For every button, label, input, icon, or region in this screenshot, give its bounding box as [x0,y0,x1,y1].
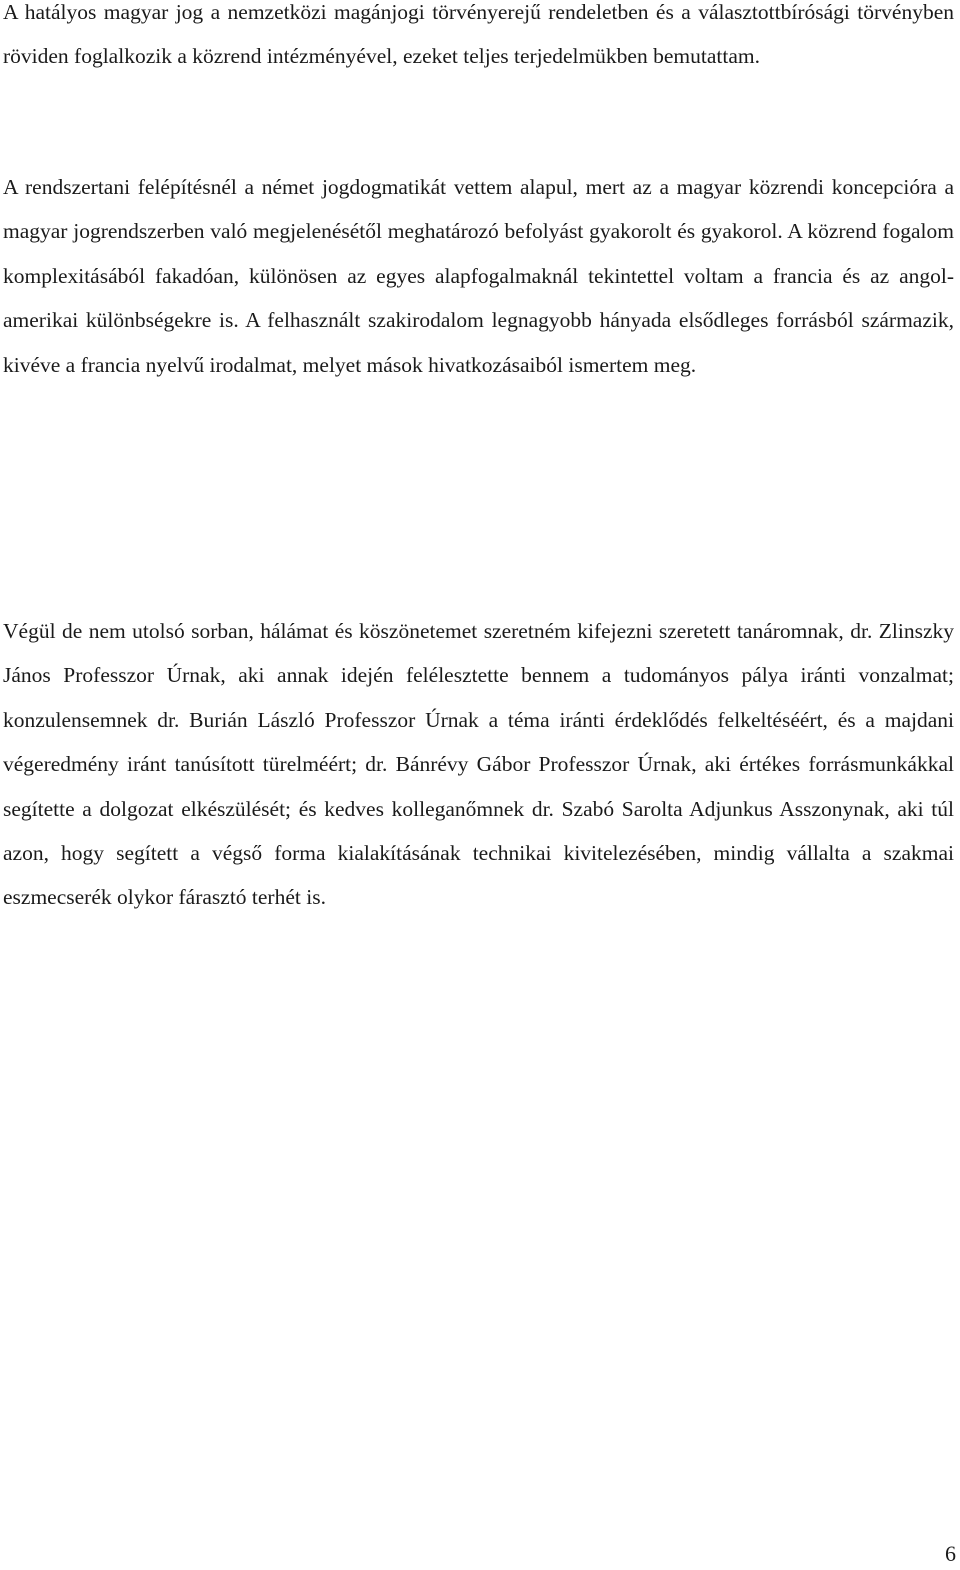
page-number: 6 [945,1541,956,1566]
paragraph-intro: A hatályos magyar jog a nemzetközi magánjogi törvényerejű rendeletben és a választottbírósági törvényben röviden foglalkozik a közrend intézményével, ezeket teljes terjedelmükben bemutattam. [3,0,954,69]
paragraph-acknowledgements: Végül de nem utolsó sorban, hálámat és köszönetemet szeretném kifejezni szeretett tanáromnak, dr. Zlinszky János Professzor Úrnak, aki annak idején felélesztette bennem a tudományos pálya iránti vonzalmat; konzulensemnek dr. Burián László Professzor Úrnak a téma iránti érdeklődés felkeltéséért, és a majdani végeredmény iránt tanúsított türelméért; dr. Bánrévy Gábor Professzor Úrnak, aki értékes forrásmunkákkal segítette a dolgozat elkészülését; és kedves kolleganőmnek dr. Szabó Sarolta Adjunkus Asszonynak, aki túl azon, hogy segített a végső forma kialakításának technikai kivitelezésében, mindig vállalta a szakmai eszmecserék olykor fárasztó terhét is. [3,619,954,910]
paragraph-methodology: A rendszertani felépítésnél a német jogdogmatikát vettem alapul, mert az a magyar közrendi koncepcióra a magyar jogrendszerben való megjelenésétől meghatározó befolyást gyakorolt és gyakorol. A közrend fogalom komplexitásából fakadóan, különösen az egyes alapfogalmaknál tekintettel voltam a francia és az angol-amerikai különbségekre is. A felhasznált szakirodalom legnagyobb hányada elsődleges forrásból származik, kivéve a francia nyelvű irodalmat, melyet mások hivatkozásaiból ismertem meg. [3,175,954,377]
